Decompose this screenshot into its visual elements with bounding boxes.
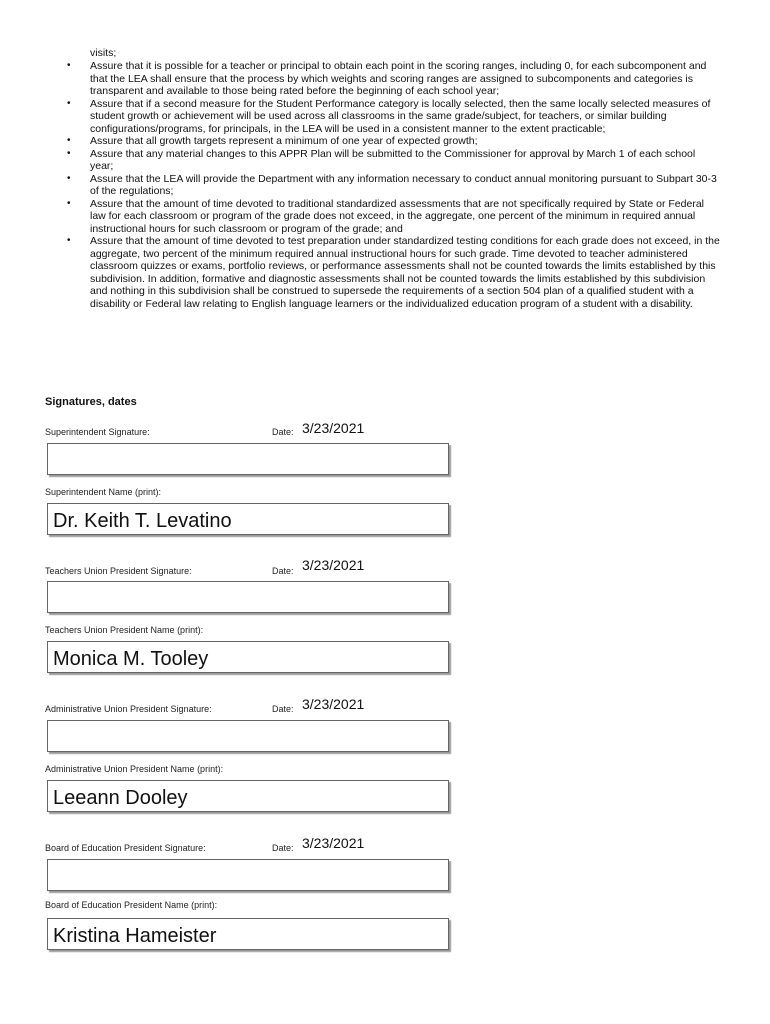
teachers-union-name-field[interactable] — [47, 641, 449, 673]
assurance-item: • Assure that any material changes to this APPR Plan will be submitted to the Commissioner for approval by March 1 of each school year; — [90, 148, 720, 173]
superintendent-name-value: Dr. Keith T. Levatino — [53, 510, 232, 532]
assurance-item: • Assure that the amount of time devoted to traditional standardized assessments that are not specifically required by State or Federal law for each classroom or program of the grade does not exceed, in the aggregate, one percent of the minimum in required annual instructional hours for such classroom or program of the grade; and — [90, 198, 720, 236]
superintendent-signature-field[interactable] — [47, 443, 449, 475]
admin-union-name-value: Leeann Dooley — [53, 787, 188, 809]
board-name-value: Kristina Hameister — [53, 925, 217, 947]
board-date[interactable]: 3/23/2021 — [302, 835, 365, 851]
admin-union-name-field[interactable] — [47, 780, 449, 812]
admin-union-signature-label: Administrative Union President Signature: — [45, 704, 212, 714]
signatures-heading: Signatures, dates — [45, 396, 137, 408]
assurance-item: • Assure that all growth targets represent a minimum of one year of expected growth; — [90, 135, 720, 148]
admin-union-name-label: Administrative Union President Name (print): — [45, 764, 224, 774]
admin-union-date[interactable]: 3/23/2021 — [302, 696, 365, 712]
superintendent-name-label: Superintendent Name (print): — [45, 487, 162, 497]
teachers-union-date[interactable]: 3/23/2021 — [302, 557, 365, 573]
assurance-item: • Assure that the amount of time devoted to test preparation under standardized testing conditions for each grade does not exceed, in the aggregate, two percent of the minimum required annual instructional hours for such grade. Time devoted to teacher administered classroom quizzes or exams, portfolio reviews, or performance assessments shall not be counted towards the limits established by this subdivision. In addition, formative and diagnostic assessments shall not be counted towards the limits established by this subdivision and nothing in this subdivision shall be construed to supersede the requirements of a section 504 plan of a qualified student with a disability or Federal law relating to English language learners or the individualized education program of a student with a disability. — [90, 235, 720, 310]
teachers-union-signature-label: Teachers Union President Signature: — [45, 566, 192, 576]
admin-union-date-label: Date: — [272, 704, 294, 714]
assurance-item: • Assure that it is possible for a teacher or principal to obtain each point in the scoring ranges, including 0, for each subcomponent and that the LEA shall ensure that the process by which weights and scoring ranges are assigned to subcomponents and categories is transparent and available to those being rated before the beginning of each school year; — [90, 60, 720, 98]
admin-union-signature-field[interactable] — [47, 720, 449, 752]
assurance-list — [90, 60, 720, 310]
continuation-text: visits; — [90, 47, 117, 59]
board-name-label: Board of Education President Name (print): — [45, 900, 218, 910]
teachers-union-name-value: Monica M. Tooley — [53, 648, 209, 670]
superintendent-date[interactable]: 3/23/2021 — [302, 420, 365, 436]
superintendent-date-label: Date: — [272, 427, 294, 437]
board-name-field[interactable] — [47, 918, 449, 950]
assurance-item: • Assure that if a second measure for the Student Performance category is locally selected, then the same locally selected measures of student growth or achievement will be used across all classrooms in the same grade/subject, for teachers, or similar building configurations/programs, for principals, in the LEA will be used in a consistent manner to the extent practicable; — [90, 98, 720, 136]
superintendent-name-field[interactable] — [47, 503, 449, 535]
board-date-label: Date: — [272, 843, 294, 853]
teachers-union-date-label: Date: — [272, 566, 294, 576]
board-signature-label: Board of Education President Signature: — [45, 843, 206, 853]
assurance-item: • Assure that the LEA will provide the Department with any information necessary to conduct annual monitoring pursuant to Subpart 30-3 of the regulations; — [90, 173, 720, 198]
superintendent-signature-label: Superintendent Signature: — [45, 427, 150, 437]
teachers-union-signature-field[interactable] — [47, 581, 449, 613]
board-signature-field[interactable] — [47, 859, 449, 891]
teachers-union-name-label: Teachers Union President Name (print): — [45, 625, 204, 635]
